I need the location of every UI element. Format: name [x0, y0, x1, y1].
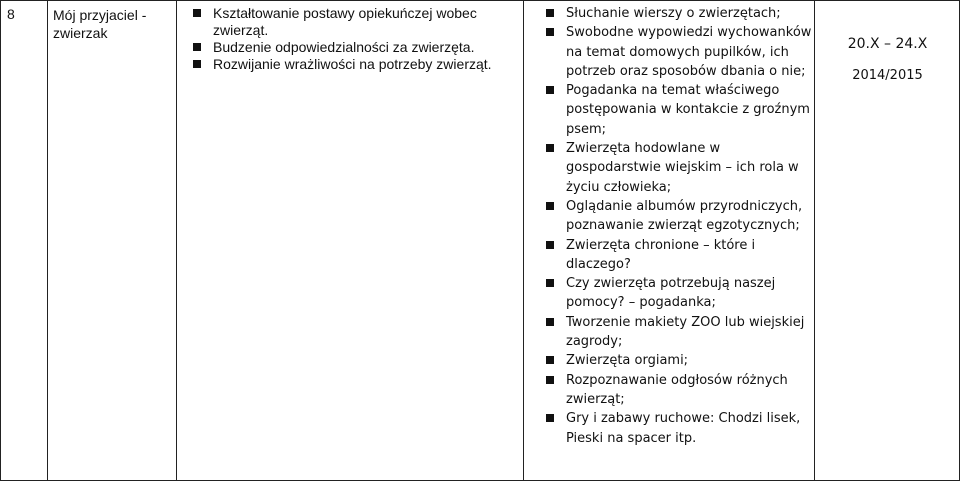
activity-item: Swobodne wypowiedzi wychowanków na temat domowych pupilków, ich potrzeb oraz sposobów dbania o nie; [524, 23, 814, 81]
square-bullet-icon [193, 60, 201, 68]
activity-item: Oglądanie albumów przyrodniczych, poznawanie zwierząt egzotycznych; [524, 197, 814, 236]
square-bullet-icon [546, 414, 554, 422]
activity-item: Tworzenie makiety ZOO lub wiejskiej zagrody; [524, 313, 814, 352]
activity-item: Zwierzęta chronione – które i dlaczego? [524, 236, 814, 275]
square-bullet-icon [193, 43, 201, 51]
square-bullet-icon [546, 241, 554, 249]
square-bullet-icon [546, 28, 554, 36]
activity-item: Zwierzęta orgiami; [524, 351, 814, 370]
square-bullet-icon [546, 86, 554, 94]
square-bullet-icon [193, 9, 201, 17]
goal-item: Kształtowanie postawy opiekuńczej wobec zwierząt. [177, 5, 523, 39]
goal-item: Rozwijanie wrażliwości na potrzeby zwierząt. [177, 56, 523, 73]
square-bullet-icon [546, 279, 554, 287]
goal-item: Budzenie odpowiedzialności za zwierzęta. [177, 39, 523, 56]
square-bullet-icon [546, 144, 554, 152]
square-bullet-icon [546, 202, 554, 210]
dates-cell [815, 0, 960, 481]
activity-item: Gry i zabawy ruchowe: Chodzi lisek, Pieski na spacer itp. [524, 409, 814, 448]
activity-item: Pogadanka na temat właściwego postępowania w kontakcie z groźnym psem; [524, 81, 814, 139]
row-number: 8 [7, 6, 15, 22]
goals-list [177, 0, 523, 481]
square-bullet-icon [546, 356, 554, 364]
activity-item: Zwierzęta hodowlane w gospodarstwie wiejskim – ich rola w życiu człowieka; [524, 139, 814, 197]
date-range: 20.X – 24.X [847, 36, 928, 52]
square-bullet-icon [546, 9, 554, 17]
activity-item: Słuchanie wierszy o zwierzętach; [524, 4, 814, 23]
activities-list [524, 0, 814, 481]
activity-item: Rozpoznawanie odgłosów różnych zwierząt; [524, 371, 814, 410]
school-year: 2014/2015 [852, 68, 923, 83]
topic-title: Mój przyjaciel - zwierzak [53, 7, 147, 41]
square-bullet-icon [546, 376, 554, 384]
square-bullet-icon [546, 318, 554, 326]
activity-item: Czy zwierzęta potrzebują naszej pomocy? – pogadanka; [524, 274, 814, 313]
